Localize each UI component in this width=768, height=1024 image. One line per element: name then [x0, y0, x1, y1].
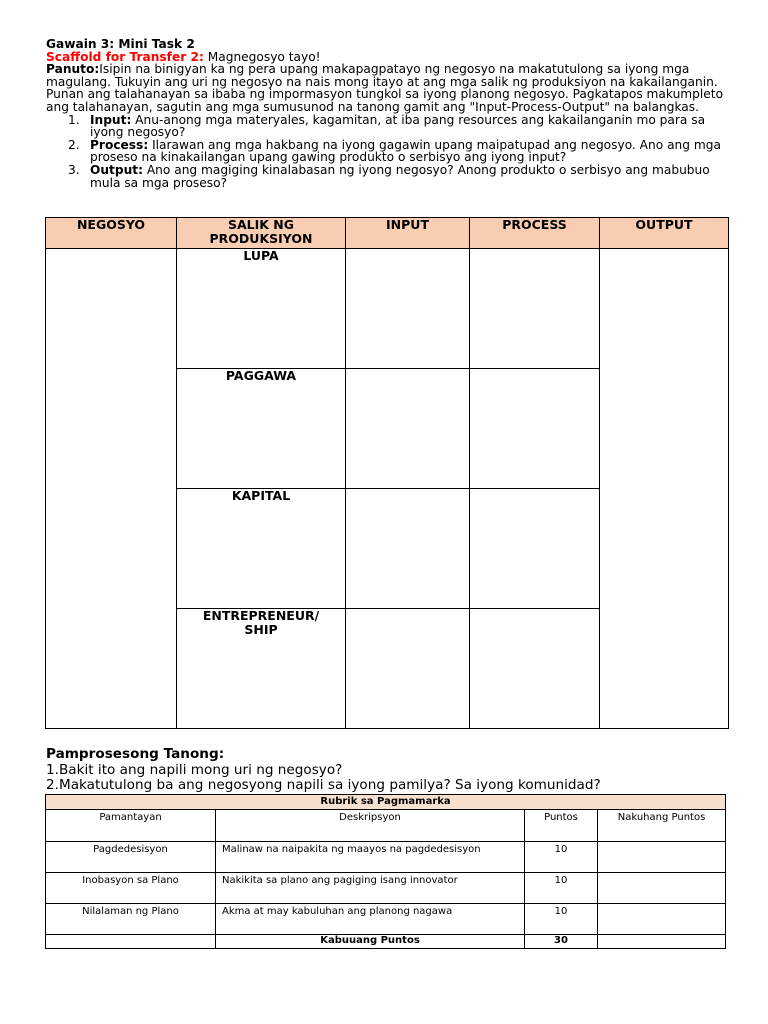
questions-title: Pamprosesong Tanong:: [46, 746, 225, 762]
ipo-steps-list: [46, 114, 726, 190]
rubric-title: Rubrik sa Pagmamarka: [46, 795, 726, 810]
col-salik-ng-produksiyon: SALIK NG PRODUKSIYON: [177, 218, 346, 249]
step-label: Input:: [90, 112, 132, 127]
input-cell[interactable]: [346, 249, 470, 369]
process-cell[interactable]: [470, 369, 600, 489]
rubric-score-cell[interactable]: [598, 842, 726, 873]
rubric-title-row: [46, 795, 726, 810]
rubric-points: 10: [525, 873, 598, 904]
rubric-total-label: Kabuuang Puntos: [216, 935, 525, 949]
step-input: [46, 114, 726, 139]
step-label: Output:: [90, 162, 143, 177]
step-text: Anu-anong mga materyales, kagamitan, at iba pang resources ang kakailanganin mo para sa iyong negosyo?: [90, 112, 706, 140]
worksheet-header: [46, 38, 726, 189]
rubric-total-empty: [46, 935, 216, 949]
question-item: 1.Bakit ito ang napili mong uri ng negosyo?: [46, 761, 343, 778]
col-input: INPUT: [346, 218, 470, 249]
rubric-score-cell[interactable]: [598, 873, 726, 904]
col-process: PROCESS: [470, 218, 600, 249]
factor-kapital: KAPITAL: [177, 489, 346, 609]
col-output: OUTPUT: [600, 218, 729, 249]
table-row: [46, 249, 729, 369]
rubric-description: Nakikita sa plano ang pagiging isang innovator: [216, 873, 525, 904]
processing-questions: [46, 747, 726, 794]
rubric-points: 10: [525, 904, 598, 935]
step-number: 3.: [68, 162, 80, 177]
instructions-label: Panuto:: [46, 62, 100, 77]
process-cell[interactable]: [470, 249, 600, 369]
step-process: [46, 139, 726, 164]
rubric-description: Akma at may kabuluhan ang planong nagawa: [216, 904, 525, 935]
input-cell[interactable]: [346, 609, 470, 729]
ipo-header-row: [46, 218, 729, 249]
step-number: 1.: [68, 112, 80, 127]
rubric-criterion: Pagdedesisyon: [46, 842, 216, 873]
process-cell[interactable]: [470, 489, 600, 609]
rubric-table: [45, 794, 726, 949]
rubric-header-row: [46, 810, 726, 842]
factor-lupa: LUPA: [177, 249, 346, 369]
rubric-col-pamantayan: Pamantayan: [46, 810, 216, 842]
col-negosyo: NEGOSYO: [46, 218, 177, 249]
rubric-criterion: Nilalaman ng Plano: [46, 904, 216, 935]
rubric-score-cell[interactable]: [598, 904, 726, 935]
ipo-table: [45, 217, 729, 729]
table-row: [46, 904, 726, 935]
instructions: [46, 63, 726, 113]
rubric-points: 10: [525, 842, 598, 873]
process-cell[interactable]: [470, 609, 600, 729]
rubric-col-puntos: Puntos: [525, 810, 598, 842]
step-label: Process:: [90, 137, 149, 152]
activity-title: Gawain 3: Mini Task 2: [46, 37, 195, 51]
step-number: 2.: [68, 137, 80, 152]
table-row: [46, 873, 726, 904]
rubric-col-nakuhang-puntos: Nakuhang Puntos: [598, 810, 726, 842]
rubric-description: Malinaw na naipakita ng maayos na pagdedesisyon: [216, 842, 525, 873]
input-cell[interactable]: [346, 369, 470, 489]
rubric-total-points: 30: [525, 935, 598, 949]
negosyo-cell[interactable]: [46, 249, 177, 729]
factor-paggawa: PAGGAWA: [177, 369, 346, 489]
step-text: Ano ang magiging kinalabasan ng iyong negosyo? Anong produkto o serbisyo ang mabubuo mula sa mga proseso?: [90, 162, 710, 190]
scaffold-label: Scaffold for Transfer 2:: [46, 49, 204, 64]
rubric-criterion: Inobasyon sa Plano: [46, 873, 216, 904]
question-item: 2.Makatutulong ba ang negosyong napili sa iyong pamilya? Sa iyong komunidad?: [46, 777, 601, 793]
rubric-col-deskripsyon: Deskripsyon: [216, 810, 525, 842]
instructions-text: Isipin na binigyan ka ng pera upang makapagpatayo ng negosyo na makatutulong sa iyong mga magulang. Tukuyin ang uri ng negosyo na nais mong itayo at ang mga salik ng produksiyon na kakailanganin. Punan ang talahanayan sa ibaba ng impormasyon tungkol sa iyong planong negosyo. Pagkatapos makumpleto ang talahanayan, sagutin ang mga sumusunod na tanong gamit ang "Input-Process-Output" na balangkas.: [46, 62, 724, 114]
input-cell[interactable]: [346, 489, 470, 609]
rubric-total-score-cell[interactable]: [598, 935, 726, 949]
output-cell[interactable]: [600, 249, 729, 729]
step-output: [46, 164, 726, 189]
rubric-total-row: [46, 935, 726, 949]
scaffold-text: Magnegosyo tayo!: [203, 49, 321, 64]
factor-entrepreneurship: ENTREPRENEUR/ SHIP: [177, 609, 346, 729]
step-text: Ilarawan ang mga hakbang na iyong gagawin upang maipatupad ang negosyo. Ano ang mga proseso na kinakailangan upang gawing produkto o serbisyo ang iyong input?: [90, 137, 721, 165]
table-row: [46, 842, 726, 873]
